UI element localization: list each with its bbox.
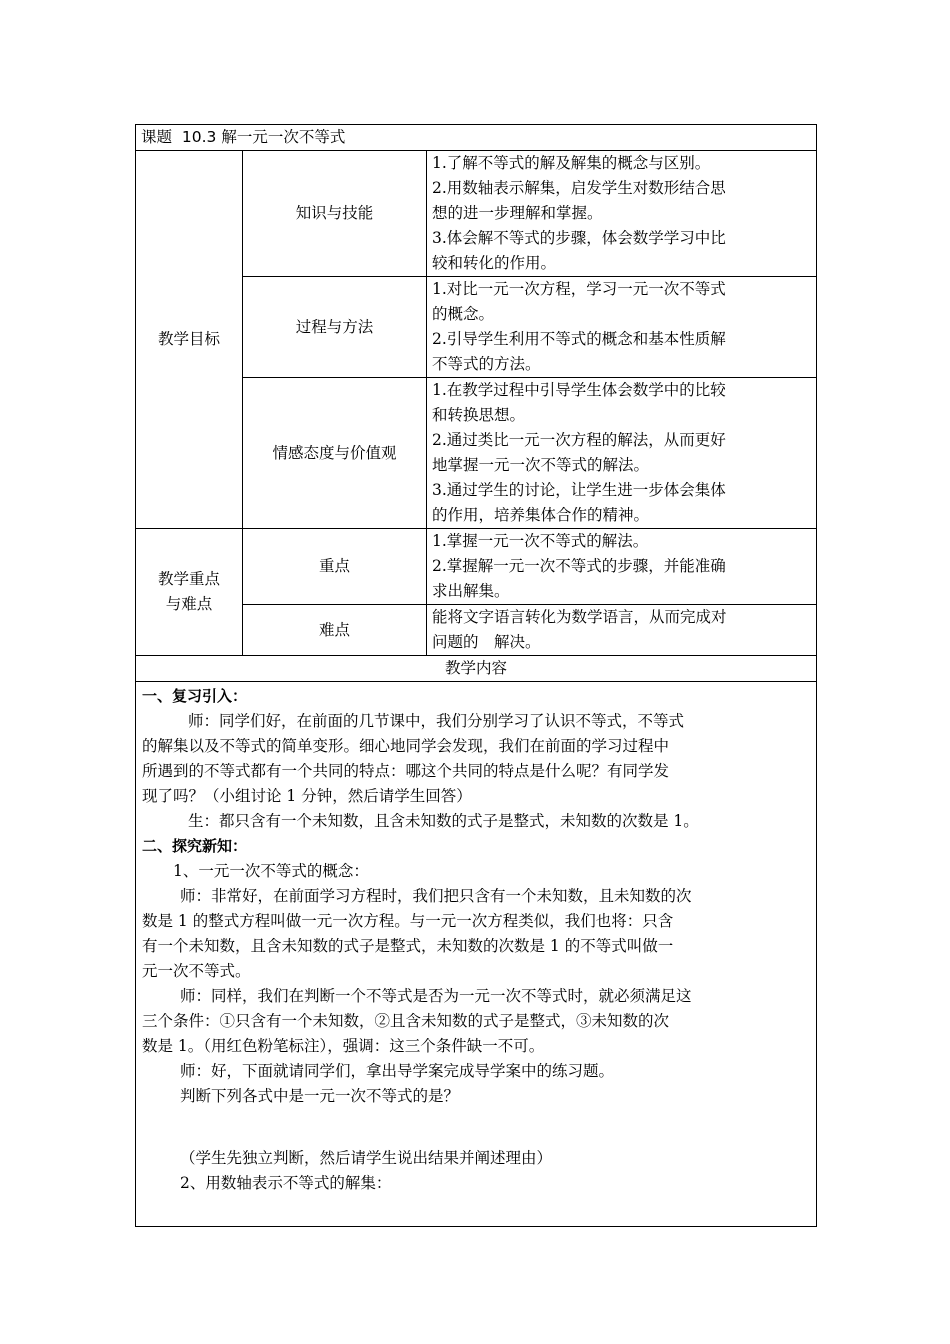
subheading-numberline: 2、用数轴表示不等式的解集： bbox=[180, 1174, 392, 1192]
lesson-plan-page bbox=[135, 124, 816, 1227]
difficulty-line: 能将文字语言转化为数学语言，从而完成对 bbox=[432, 608, 727, 626]
subheading-concept: 1、一元一次不等式的概念： bbox=[173, 862, 369, 880]
process-line: 1.对比一元一次方程，学习一元一次不等式 bbox=[432, 280, 726, 298]
key-points-label-line: 教学重点 bbox=[157, 570, 220, 588]
paragraph-conditions bbox=[142, 984, 810, 1059]
objectives-label: 教学目标 bbox=[136, 151, 243, 529]
emotion-line: 2.通过类比一元一次方程的解法，从而更好 bbox=[432, 431, 726, 449]
section2-heading: 二、探究新知： bbox=[142, 837, 248, 855]
process-line: 不等式的方法。 bbox=[432, 355, 541, 373]
focus-line: 1.掌握一元一次不等式的解法。 bbox=[432, 532, 649, 550]
process-line: 的概念。 bbox=[432, 305, 495, 323]
focus-line: 求出解集。 bbox=[432, 582, 510, 600]
knowledge-line: 3.体会解不等式的步骤，体会数学学习中比 bbox=[432, 229, 726, 247]
paragraph-review bbox=[142, 709, 810, 809]
title-row bbox=[136, 125, 817, 151]
content-body bbox=[136, 682, 817, 1227]
emotion-line: 的作用，培养集体合作的精神。 bbox=[432, 506, 650, 524]
content-row bbox=[136, 682, 817, 1227]
emotion-label: 情感态度与价值观 bbox=[243, 378, 427, 529]
difficulty-label: 难点 bbox=[243, 605, 427, 656]
focus-label: 重点 bbox=[243, 529, 427, 605]
paragraph-concept bbox=[142, 884, 810, 984]
lesson-title bbox=[136, 125, 817, 151]
text-line: 数是 1。（用红色粉笔标注），强调：这三个条件缺一不可。 bbox=[142, 1037, 545, 1055]
content-label-row bbox=[136, 656, 817, 682]
emotion-line: 1.在教学过程中引导学生体会数学中的比较 bbox=[432, 381, 726, 399]
emotion-line: 地掌握一元一次不等式的解法。 bbox=[432, 456, 650, 474]
knowledge-row bbox=[136, 151, 817, 277]
emotion-content bbox=[427, 378, 817, 529]
process-content bbox=[427, 277, 817, 378]
paragraph-instruction: （学生先独立判断，然后请学生说出结果并阐述理由） bbox=[180, 1149, 553, 1167]
text-line: 师：同样，我们在判断一个不等式是否为一元一次不等式时，就必须满足这 bbox=[180, 987, 692, 1005]
text-line: 现了吗？（小组讨论 1 分钟，然后请学生回答） bbox=[142, 787, 472, 805]
paragraph-exercise: 师：好，下面就请同学们，拿出导学案完成导学案中的练习题。 bbox=[180, 1062, 615, 1080]
title-prefix: 课题 bbox=[141, 128, 173, 146]
section1-heading: 一、复习引入： bbox=[142, 687, 248, 705]
emotion-line: 和转换思想。 bbox=[432, 406, 526, 424]
focus-content bbox=[427, 529, 817, 605]
knowledge-content bbox=[427, 151, 817, 277]
focus-row bbox=[136, 529, 817, 605]
text-line: 的解集以及不等式的简单变形。细心地同学会发现，我们在前面的学习过程中 bbox=[142, 737, 670, 755]
knowledge-line: 较和转化的作用。 bbox=[432, 254, 557, 272]
paragraph-question: 判断下列各式中是一元一次不等式的是？ bbox=[180, 1087, 460, 1105]
student-answer: 生：都只含有一个未知数，且含未知数的式子是整式，未知数的次数是 1。 bbox=[188, 812, 699, 830]
difficulty-content bbox=[427, 605, 817, 656]
text-line: 元一次不等式。 bbox=[142, 962, 251, 980]
text-line: 数是 1 的整式方程叫做一元一次方程。与一元一次方程类似，我们也将：只含 bbox=[142, 912, 674, 930]
knowledge-line: 1.了解不等式的解及解集的概念与区别。 bbox=[432, 154, 711, 172]
difficulty-line: 问题的 解决。 bbox=[432, 633, 541, 651]
title-text: 解一元一次不等式 bbox=[221, 128, 346, 146]
process-label: 过程与方法 bbox=[243, 277, 427, 378]
emotion-line: 3.通过学生的讨论，让学生进一步体会集体 bbox=[432, 481, 726, 499]
knowledge-label: 知识与技能 bbox=[243, 151, 427, 277]
text-line: 有一个未知数，且含未知数的式子是整式，未知数的次数是 1 的不等式叫做一 bbox=[142, 937, 674, 955]
text-line: 师：同学们好，在前面的几节课中，我们分别学习了认识不等式，不等式 bbox=[188, 712, 685, 730]
key-points-label bbox=[136, 529, 243, 656]
key-points-label-line: 与难点 bbox=[165, 595, 213, 613]
process-line: 2.引导学生利用不等式的概念和基本性质解 bbox=[432, 330, 726, 348]
focus-line: 2.掌握解一元一次不等式的步骤，并能准确 bbox=[432, 557, 726, 575]
title-number: 10.3 bbox=[181, 128, 217, 146]
text-line: 师：非常好，在前面学习方程时，我们把只含有一个未知数，且未知数的次 bbox=[180, 887, 692, 905]
knowledge-line: 2.用数轴表示解集，启发学生对数形结合思 bbox=[432, 179, 726, 197]
content-label: 教学内容 bbox=[136, 656, 817, 682]
knowledge-line: 想的进一步理解和掌握。 bbox=[432, 204, 603, 222]
text-line: 所遇到的不等式都有一个共同的特点：哪这个共同的特点是什么呢？有同学发 bbox=[142, 762, 670, 780]
lesson-plan-table bbox=[135, 124, 817, 1227]
blank-space bbox=[142, 1109, 810, 1146]
text-line: 三个条件：①只含有一个未知数，②且含未知数的式子是整式，③未知数的次 bbox=[142, 1012, 670, 1030]
